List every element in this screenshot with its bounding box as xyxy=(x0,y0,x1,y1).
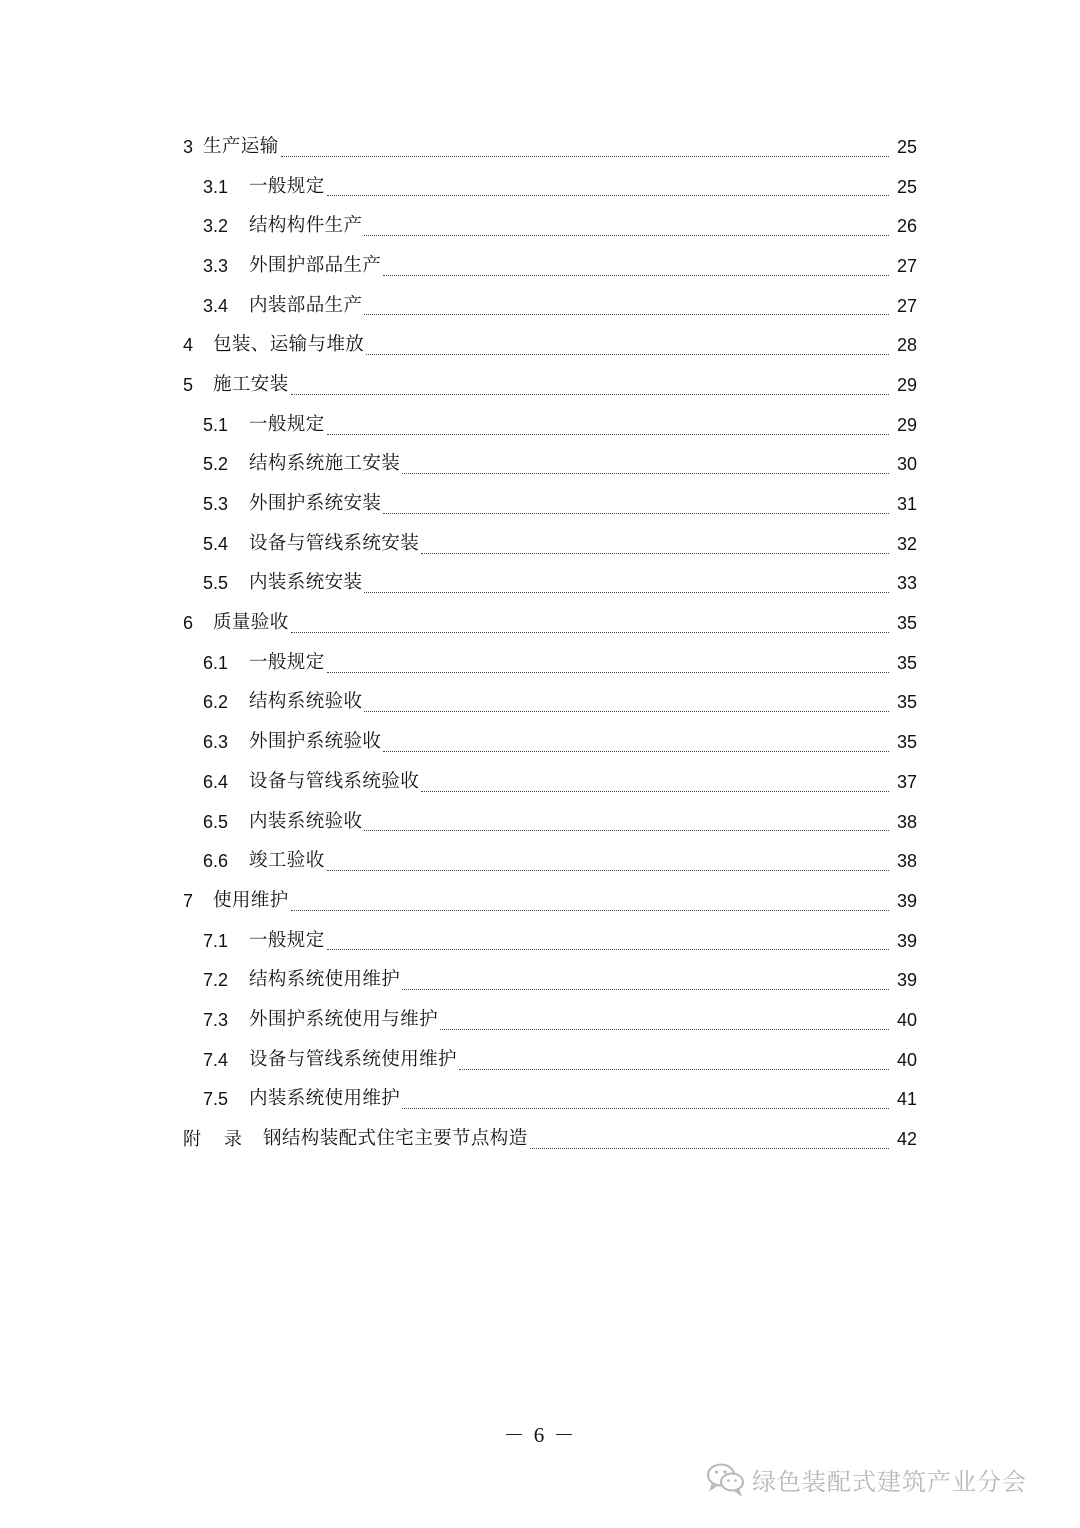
toc-entry[interactable] xyxy=(183,325,917,365)
toc-entry[interactable] xyxy=(183,564,917,604)
toc-entry-title: 一般规定 xyxy=(249,651,325,673)
toc-entry[interactable] xyxy=(183,841,917,881)
dot-leader xyxy=(291,632,889,633)
toc-entry-number: 6.6 xyxy=(203,851,229,872)
toc-entry-title: 内装系统安装 xyxy=(249,572,363,594)
toc-entry-title: 钢结构装配式住宅主要节点构造 xyxy=(263,1128,528,1150)
toc-entry[interactable] xyxy=(183,246,917,286)
toc-entry-number: 6.3 xyxy=(203,732,229,753)
dot-leader xyxy=(366,354,889,355)
dot-leader xyxy=(327,870,889,871)
toc-entry-title: 内装部品生产 xyxy=(249,294,363,316)
toc-entry-page: 42 xyxy=(896,1129,917,1150)
toc-entry[interactable] xyxy=(183,484,917,524)
dot-leader xyxy=(327,672,889,673)
toc-entry-number: 6.1 xyxy=(203,652,229,673)
toc-entry-number: 3.1 xyxy=(203,176,229,197)
dot-leader xyxy=(364,592,889,593)
toc-entry-number: 5.1 xyxy=(203,414,229,435)
toc-entry-number: 6 xyxy=(183,613,194,634)
toc-entry-number: 7.3 xyxy=(203,1009,229,1030)
toc-entry[interactable] xyxy=(183,643,917,683)
dot-leader xyxy=(402,473,889,474)
toc-entry-title: 设备与管线系统安装 xyxy=(249,532,420,554)
toc-entry-number: 3.2 xyxy=(203,216,229,237)
toc-entry-page: 25 xyxy=(896,136,917,157)
toc-entry-page: 30 xyxy=(896,454,917,475)
toc-entry-title: 一般规定 xyxy=(249,175,325,197)
dot-leader xyxy=(383,275,889,276)
dot-leader xyxy=(327,195,889,196)
toc-entry-number: 7.5 xyxy=(203,1089,229,1110)
toc-entry[interactable] xyxy=(183,1119,917,1159)
toc-entry-title: 设备与管线系统使用维护 xyxy=(249,1048,457,1070)
dot-leader xyxy=(364,830,889,831)
toc-entry-title: 包装、运输与堆放 xyxy=(213,334,365,356)
toc-entry[interactable] xyxy=(183,960,917,1000)
toc-entry-title: 外围护系统验收 xyxy=(249,731,382,753)
toc-entry-number: 5.2 xyxy=(203,454,229,475)
toc-entry-page: 38 xyxy=(896,851,917,872)
toc-entry-page: 38 xyxy=(896,811,917,832)
dot-leader xyxy=(291,394,889,395)
toc-entry-number: 5.5 xyxy=(203,573,229,594)
toc-entry-page: 26 xyxy=(896,216,917,237)
dot-leader xyxy=(421,553,889,554)
toc-entry[interactable] xyxy=(183,1000,917,1040)
toc-entry-page: 29 xyxy=(896,374,917,395)
toc-entry-number: 3.3 xyxy=(203,255,229,276)
dot-leader xyxy=(402,1108,889,1109)
toc-entry-title: 设备与管线系统验收 xyxy=(249,770,420,792)
toc-entry-title: 一般规定 xyxy=(249,929,325,951)
toc-entry-title: 结构构件生产 xyxy=(249,215,363,237)
toc-entry-number: 3.4 xyxy=(203,295,229,316)
toc-entry-title: 结构系统验收 xyxy=(249,691,363,713)
toc-entry[interactable] xyxy=(183,1040,917,1080)
toc-entry-number: 5.4 xyxy=(203,533,229,554)
toc-entry[interactable] xyxy=(183,802,917,842)
dot-leader xyxy=(421,791,889,792)
toc-entry-title: 内装系统使用维护 xyxy=(249,1088,401,1110)
toc-entry-number: 4 xyxy=(183,335,194,356)
toc-entry[interactable] xyxy=(183,1080,917,1120)
toc-entry-page: 39 xyxy=(896,890,917,911)
dot-leader xyxy=(291,910,889,911)
dot-leader xyxy=(281,156,889,157)
watermark-text: 绿色装配式建筑产业分会 xyxy=(752,1467,1027,1496)
dot-leader xyxy=(327,949,889,950)
toc-entry-page: 40 xyxy=(896,1009,917,1030)
toc-entry[interactable] xyxy=(183,365,917,405)
toc-entry[interactable] xyxy=(183,286,917,326)
dot-leader xyxy=(383,751,889,752)
wechat-icon xyxy=(706,1462,746,1496)
toc-entry[interactable] xyxy=(183,524,917,564)
toc-entry-page: 40 xyxy=(896,1049,917,1070)
toc-entry-title: 外围护系统使用与维护 xyxy=(249,1008,439,1030)
toc-entry-page: 31 xyxy=(896,494,917,515)
page-number: － 6 － xyxy=(503,1423,577,1447)
toc-entry-page: 27 xyxy=(896,255,917,276)
dot-leader xyxy=(364,314,889,315)
dot-leader xyxy=(440,1029,889,1030)
toc-entry-title: 一般规定 xyxy=(249,413,325,435)
dot-leader xyxy=(530,1148,889,1149)
dot-leader xyxy=(364,711,889,712)
toc-entry-title: 质量验收 xyxy=(213,612,289,634)
toc-entry-number: 5.3 xyxy=(203,494,229,515)
toc-entry[interactable] xyxy=(183,762,917,802)
toc-entry-page: 35 xyxy=(896,652,917,673)
toc-entry-title: 结构系统施工安装 xyxy=(249,453,401,475)
toc-entry[interactable] xyxy=(183,167,917,207)
toc-entry-number: 7.4 xyxy=(203,1049,229,1070)
toc-entry-title: 外围护系统安装 xyxy=(249,493,382,515)
toc-entry-page: 41 xyxy=(896,1089,917,1110)
toc-entry[interactable] xyxy=(183,603,917,643)
toc-entry-title: 竣工验收 xyxy=(249,850,325,872)
toc-entry[interactable] xyxy=(183,683,917,723)
toc-entry-number: 6.2 xyxy=(203,692,229,713)
watermark xyxy=(706,1456,1027,1502)
toc-entry-title: 外围护部品生产 xyxy=(249,254,382,276)
toc-entry-number: 6.5 xyxy=(203,811,229,832)
toc-entry-page: 35 xyxy=(896,692,917,713)
dot-leader xyxy=(364,235,889,236)
toc-entry-page: 35 xyxy=(896,613,917,634)
toc-entry-title: 内装系统验收 xyxy=(249,810,363,832)
toc-entry-page: 39 xyxy=(896,970,917,991)
toc-entry-title: 施工安装 xyxy=(213,373,289,395)
toc-entry-title: 使用维护 xyxy=(213,889,289,911)
toc-entry-number: 6.4 xyxy=(203,771,229,792)
toc-entry-page: 39 xyxy=(896,930,917,951)
toc-entry-number: 7 xyxy=(183,890,194,911)
toc-entry-number: 附 录 xyxy=(183,1129,243,1150)
toc-entry-number: 5 xyxy=(183,374,194,395)
toc-entry[interactable] xyxy=(183,127,917,167)
toc-entry-page: 32 xyxy=(896,533,917,554)
toc-entry-page: 27 xyxy=(896,295,917,316)
toc-entry-number: 3 xyxy=(183,136,194,157)
toc-entry[interactable] xyxy=(183,722,917,762)
toc-entry-title: 结构系统使用维护 xyxy=(249,969,401,991)
toc-entry-page: 29 xyxy=(896,414,917,435)
dot-leader xyxy=(402,989,889,990)
toc-entry-number: 7.1 xyxy=(203,930,229,951)
toc-entry[interactable] xyxy=(183,881,917,921)
toc-entry-page: 33 xyxy=(896,573,917,594)
dot-leader xyxy=(459,1069,889,1070)
toc-entry-page: 25 xyxy=(896,176,917,197)
dot-leader xyxy=(383,513,889,514)
toc-entry-page: 37 xyxy=(896,771,917,792)
toc-entry[interactable] xyxy=(183,445,917,485)
toc-entry[interactable] xyxy=(183,921,917,961)
dot-leader xyxy=(327,434,889,435)
toc-entry[interactable] xyxy=(183,206,917,246)
toc-entry-title: 生产运输 xyxy=(203,135,279,157)
toc-entry-number: 7.2 xyxy=(203,970,229,991)
toc-entry-page: 28 xyxy=(896,335,917,356)
table-of-contents xyxy=(183,127,917,1159)
toc-entry-page: 35 xyxy=(896,732,917,753)
toc-entry[interactable] xyxy=(183,405,917,445)
